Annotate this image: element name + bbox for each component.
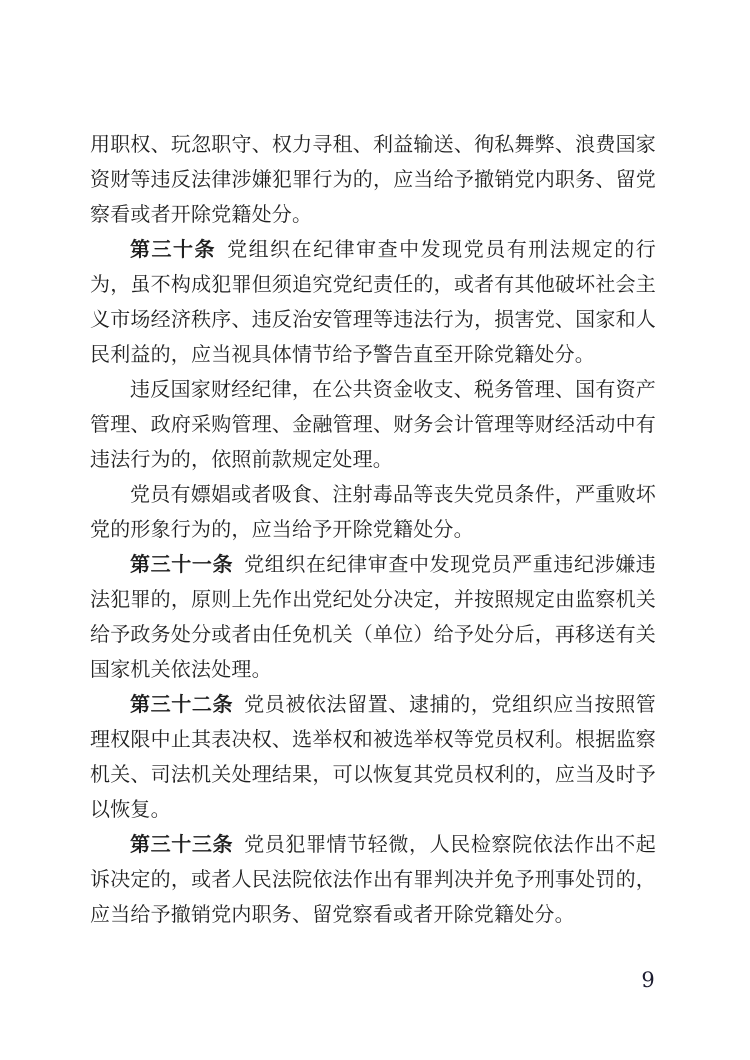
page-number: 9: [641, 968, 655, 992]
paragraph-text: 违反国家财经纪律，在公共资金收支、税务管理、国有资产管理、政府采购管理、金融管理、财务会计管理等财经活动中有违法行为的，依照前款规定处理。: [90, 377, 656, 471]
article-number: 第三十一条: [130, 552, 234, 576]
paragraph-text: 用职权、玩忽职守、权力寻租、利益输送、徇私舞弊、浪费国家资财等违反法律涉嫌犯罪行为的，应当给予撤销党内职务、留党察看或者开除党籍处分。: [90, 132, 656, 226]
paragraph-text: 党组织在纪律审查中发现党员有刑法规定的行为，虽不构成犯罪但须追究党纪责任的，或者有其他破坏社会主义市场经济秩序、违反治安管理等违法行为，损害党、国家和人民利益的，应当视具体情节给予警告直至开除党籍处分。: [90, 237, 656, 366]
paragraph: [90, 372, 656, 477]
paragraph-text: 党员犯罪情节轻微，人民检察院依法作出不起诉决定的，或者人民法院依法作出有罪判决并免予刑事处罚的，应当给予撤销党内职务、留党察看或者开除党籍处分。: [90, 832, 657, 926]
paragraph: [90, 687, 656, 827]
article-number: 第三十三条: [130, 832, 234, 856]
paragraph: [90, 127, 656, 232]
paragraph: [90, 477, 656, 547]
paragraph: [90, 547, 656, 687]
paragraph: [90, 232, 656, 372]
paragraph: [90, 827, 656, 932]
article-number: 第三十二条: [130, 692, 234, 716]
document-text-block: [90, 127, 656, 932]
article-number: 第三十条: [130, 237, 217, 261]
paragraph-text: 党员被依法留置、逮捕的，党组织应当按照管理权限中止其表决权、选举权和被选举权等党员权利。根据监察机关、司法机关处理结果，可以恢复其党员权利的，应当及时予以恢复。: [90, 692, 657, 821]
paragraph-text: 党员有嫖娼或者吸食、注射毒品等丧失党员条件，严重败坏党的形象行为的，应当给予开除党籍处分。: [90, 482, 656, 541]
paragraph-text: 党组织在纪律审查中发现党员严重违纪涉嫌违法犯罪的，原则上先作出党纪处分决定，并按照规定由监察机关给予政务处分或者由任免机关（单位）给予处分后，再移送有关国家机关依法处理。: [90, 552, 657, 681]
